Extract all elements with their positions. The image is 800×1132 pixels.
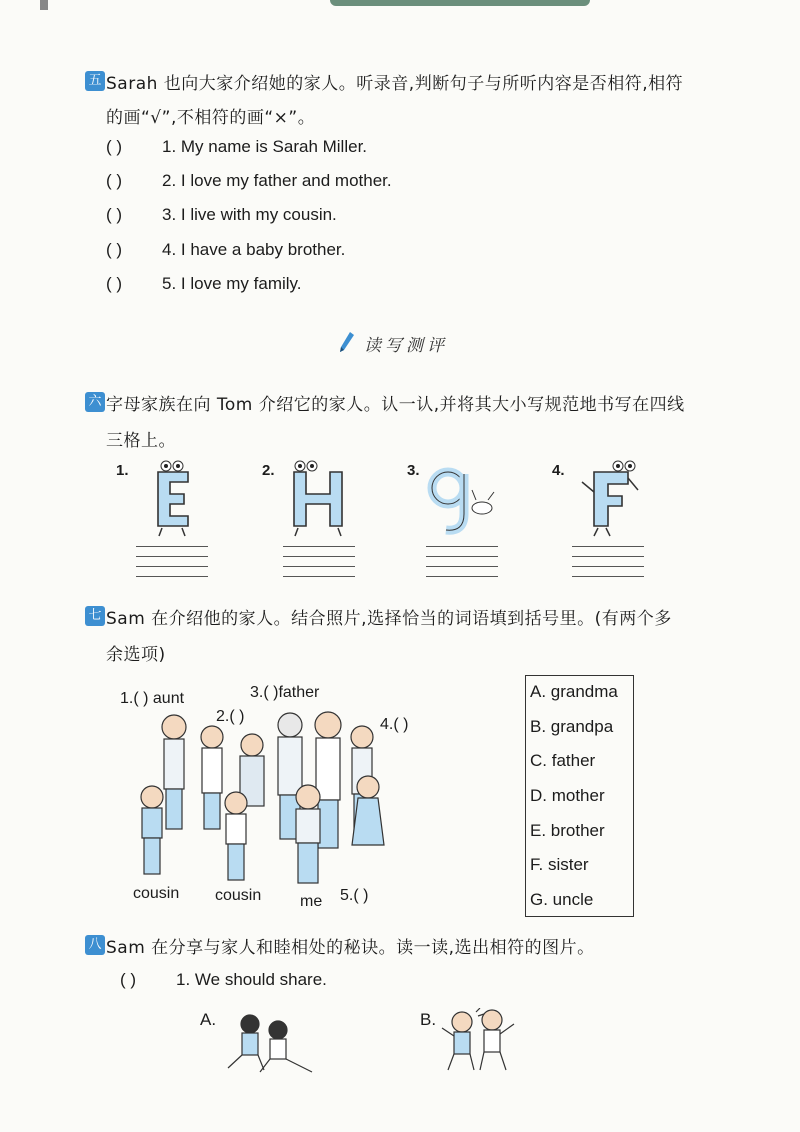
section8-badge: 八 bbox=[85, 935, 105, 955]
letter-number: 4. bbox=[552, 462, 565, 479]
reading-section-title: 读写测评 bbox=[364, 336, 448, 356]
pencil-icon bbox=[338, 330, 356, 354]
item-text: 4. I have a baby brother. bbox=[162, 240, 346, 259]
four-line-grid[interactable] bbox=[283, 546, 355, 586]
choice-a-label: A. bbox=[200, 1010, 217, 1029]
answer-paren[interactable]: ( ) bbox=[106, 171, 123, 190]
four-line-grid[interactable] bbox=[426, 546, 498, 586]
section5-item-4[interactable] bbox=[106, 240, 345, 260]
family-illustration bbox=[130, 705, 390, 895]
section8-item-1[interactable] bbox=[120, 970, 327, 990]
section5-instruction-line2: 的画“√”,不相符的画“×”。 bbox=[106, 108, 316, 128]
children-sharing-illustration[interactable] bbox=[220, 1010, 320, 1080]
item-text: 2. I love my father and mother. bbox=[162, 171, 392, 190]
letter-f-cartoon-icon bbox=[578, 458, 644, 538]
blank-label-4[interactable]: 4.( ) bbox=[380, 716, 409, 733]
four-line-grid[interactable] bbox=[136, 546, 208, 586]
section5-badge: 五 bbox=[85, 71, 105, 91]
letter-number: 2. bbox=[262, 462, 275, 479]
letter-number: 3. bbox=[407, 462, 420, 479]
option-d: D. mother bbox=[530, 786, 605, 805]
option-g: G. uncle bbox=[530, 890, 594, 909]
section6-badge: 六 bbox=[85, 392, 105, 412]
choice-b-label: B. bbox=[420, 1010, 437, 1029]
item-text: 5. I love my family. bbox=[162, 274, 302, 293]
letter-g-cartoon-icon bbox=[426, 460, 502, 540]
answer-paren[interactable]: ( ) bbox=[120, 970, 137, 989]
answer-paren[interactable]: ( ) bbox=[106, 205, 123, 224]
section7-badge: 七 bbox=[85, 606, 105, 626]
letter-h-cartoon-icon bbox=[286, 458, 352, 538]
blank-label-3[interactable]: 3.( )father bbox=[250, 684, 320, 701]
me-label: me bbox=[300, 893, 323, 910]
cousin-label: cousin bbox=[133, 885, 180, 902]
option-a: A. grandma bbox=[530, 682, 618, 701]
corner-mark bbox=[40, 0, 48, 10]
four-line-grid[interactable] bbox=[572, 546, 644, 586]
item-text: 1. We should share. bbox=[176, 970, 327, 989]
answer-paren[interactable]: ( ) bbox=[106, 137, 123, 156]
item-text: 3. I live with my cousin. bbox=[162, 205, 337, 224]
section5-item-1[interactable] bbox=[106, 137, 367, 157]
top-edge-decoration bbox=[330, 0, 590, 6]
option-b: B. grandpa bbox=[530, 717, 614, 736]
option-f: F. sister bbox=[530, 855, 589, 874]
answer-paren[interactable]: ( ) bbox=[106, 240, 123, 259]
item-text: 1. My name is Sarah Miller. bbox=[162, 137, 368, 156]
section5-item-5[interactable] bbox=[106, 274, 302, 294]
section5-instruction-line1: Sarah 也向大家介绍她的家人。听录音,判断句子与所听内容是否相符,相符 bbox=[106, 74, 684, 94]
letter-e-cartoon-icon bbox=[148, 458, 198, 538]
cousin-label: cousin bbox=[215, 887, 262, 904]
section6-instruction-line1: 字母家族在向 Tom 介绍它的家人。认一认,并将其大小写规范地书写在四线 bbox=[106, 395, 685, 415]
option-c: C. father bbox=[530, 751, 596, 770]
section5-item-2[interactable] bbox=[106, 171, 392, 191]
letter-number: 1. bbox=[116, 462, 129, 479]
section5-item-3[interactable] bbox=[106, 205, 337, 225]
blank-label-1[interactable]: 1.( ) aunt bbox=[120, 690, 185, 707]
section7-instruction-line1: Sam 在介绍他的家人。结合照片,选择恰当的词语填到括号里。(有两个多 bbox=[106, 609, 672, 629]
option-e: E. brother bbox=[530, 821, 605, 840]
section7-instruction-line2: 余选项) bbox=[106, 645, 166, 665]
blank-label-2[interactable]: 2.( ) bbox=[216, 708, 245, 725]
answer-paren[interactable]: ( ) bbox=[106, 274, 123, 293]
blank-label-5[interactable]: 5.( ) bbox=[340, 887, 369, 904]
children-fighting-illustration[interactable] bbox=[438, 1008, 518, 1080]
section8-instruction: Sam 在分享与家人和睦相处的秘诀。读一读,选出相符的图片。 bbox=[106, 938, 595, 958]
section6-instruction-line2: 三格上。 bbox=[106, 431, 176, 451]
